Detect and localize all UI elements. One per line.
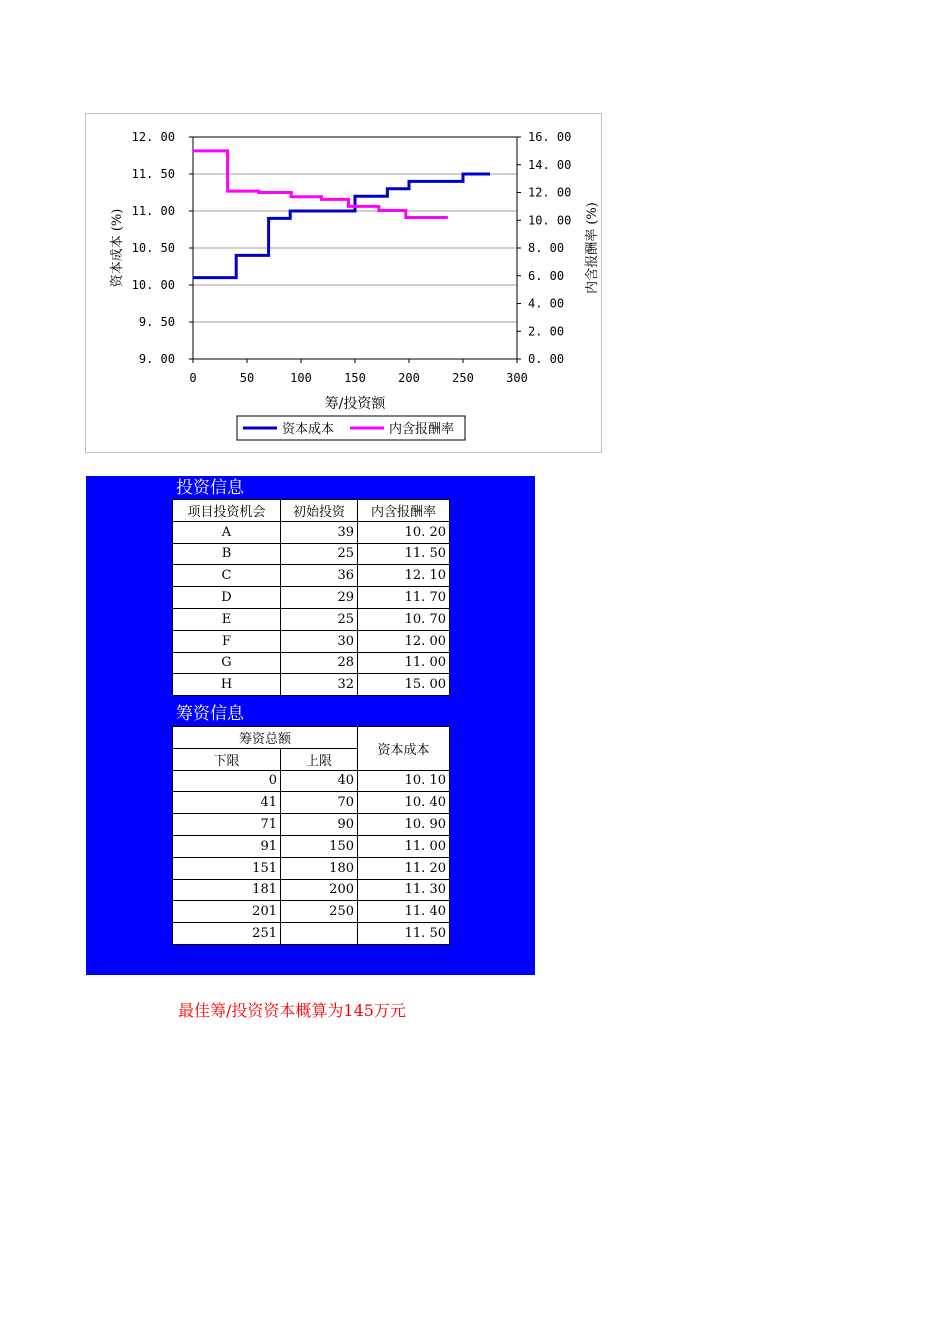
table-cell: E [173,608,281,630]
header-lower-limit: 下限 [173,748,281,770]
table-cell: 29 [281,587,358,609]
table-cell: 11. 20 [358,857,450,879]
table-cell: 28 [281,652,358,674]
y-axis-title: 资本成本 (%) [110,208,125,288]
table-cell: 251 [173,923,281,945]
y-tick-label: 11. 50 [131,167,175,181]
y2-tick-label: 0. 00 [528,352,565,366]
y2-tick-label: 16. 00 [528,130,572,144]
y2-tick-label: 4. 00 [528,296,565,311]
table-cell: 181 [173,879,281,901]
table-row [173,814,450,836]
table-cell: F [173,630,281,652]
y-tick-label: 12. 00 [131,130,175,144]
investment-table [172,499,450,696]
table-row [173,835,450,857]
table-cell: 15. 00 [358,674,450,696]
financing-table [172,726,450,945]
table-row [173,630,450,652]
legend-label-1: 资本成本 [282,422,335,437]
table-cell: 12. 10 [358,565,450,587]
table-cell: 201 [173,901,281,923]
table-cell: 32 [281,674,358,696]
y-tick-label: 9. 50 [138,315,175,329]
series-line-1 [193,174,490,278]
y-tick-label: 10. 00 [131,278,175,292]
x-tick-label: 50 [239,371,255,385]
table-cell: 41 [173,792,281,814]
table-row [173,521,450,543]
table-cell: 36 [281,565,358,587]
y2-axis-title: 内含报酬率 (%) [585,202,600,294]
y2-tick-label: 14. 00 [528,157,572,172]
table-cell: 10. 70 [358,608,450,630]
step-line-chart [86,114,603,454]
table-cell: 25 [281,543,358,565]
x-tick-label: 100 [290,371,312,385]
conclusion-text: 最佳筹/投资资本概算为145万元 [178,1001,406,1020]
table-cell: 10. 10 [358,770,450,792]
table-cell: 90 [281,814,358,836]
table-cell: 151 [173,857,281,879]
table-cell: 12. 00 [358,630,450,652]
table-row [173,565,450,587]
table-cell: 150 [281,835,358,857]
table-cell: 250 [281,901,358,923]
header-financing-total: 筹资总额 [173,727,358,749]
header-irr: 内含报酬率 [358,500,450,522]
table-cell: 40 [281,770,358,792]
table-cell: C [173,565,281,587]
table-header-row [173,500,450,522]
table-cell: 10. 40 [358,792,450,814]
table-row [173,674,450,696]
table-cell: 11. 00 [358,652,450,674]
table-cell: A [173,521,281,543]
table-cell: 91 [173,835,281,857]
y-tick-label: 11. 00 [131,204,175,218]
table-row [173,770,450,792]
table-cell: 30 [281,630,358,652]
table-row [173,857,450,879]
header-project: 项目投资机会 [173,500,281,522]
table-cell: 10. 20 [358,521,450,543]
y2-tick-label: 12. 00 [528,185,572,200]
table-cell: 11. 00 [358,835,450,857]
table-cell: H [173,674,281,696]
y2-tick-label: 8. 00 [528,241,565,255]
table-cell: 11. 50 [358,543,450,565]
x-tick-label: 250 [452,371,474,385]
investment-section-title: 投资信息 [176,478,244,498]
x-tick-label: 200 [398,371,420,385]
table-cell: 39 [281,521,358,543]
table-cell: 0 [173,770,281,792]
table-cell: 11. 50 [358,923,450,945]
table-row [173,879,450,901]
table-header-row [173,727,450,749]
table-cell: D [173,587,281,609]
table-cell: 10. 90 [358,814,450,836]
table-cell: 71 [173,814,281,836]
table-cell: 11. 30 [358,879,450,901]
table-cell: G [173,652,281,674]
table-cell: 200 [281,879,358,901]
table-row [173,587,450,609]
financing-section-title: 筹资信息 [176,704,244,724]
legend-label-2: 内含报酬率 [389,422,455,437]
table-cell: B [173,543,281,565]
table-row [173,652,450,674]
table-row [173,543,450,565]
data-panel [86,476,535,975]
table-cell: 11. 70 [358,587,450,609]
header-upper-limit: 上限 [281,748,358,770]
table-cell: 11. 40 [358,901,450,923]
x-tick-label: 300 [506,371,528,385]
table-cell: 180 [281,857,358,879]
table-cell: 70 [281,792,358,814]
header-capital-cost: 资本成本 [358,727,450,771]
table-cell: 25 [281,608,358,630]
y-tick-label: 9. 00 [138,352,175,366]
table-row [173,608,450,630]
x-axis-title: 筹/投资额 [324,396,386,412]
header-initial-investment: 初始投资 [281,500,358,522]
table-row [173,792,450,814]
table-row [173,901,450,923]
y-tick-label: 10. 50 [131,241,175,255]
table-cell [281,923,358,945]
y2-tick-label: 2. 00 [528,324,565,339]
table-row [173,923,450,945]
chart-panel [85,113,602,453]
x-tick-label: 150 [344,371,366,385]
y2-tick-label: 6. 00 [528,268,565,283]
y2-tick-label: 10. 00 [528,213,572,228]
x-tick-label: 0 [189,371,197,385]
